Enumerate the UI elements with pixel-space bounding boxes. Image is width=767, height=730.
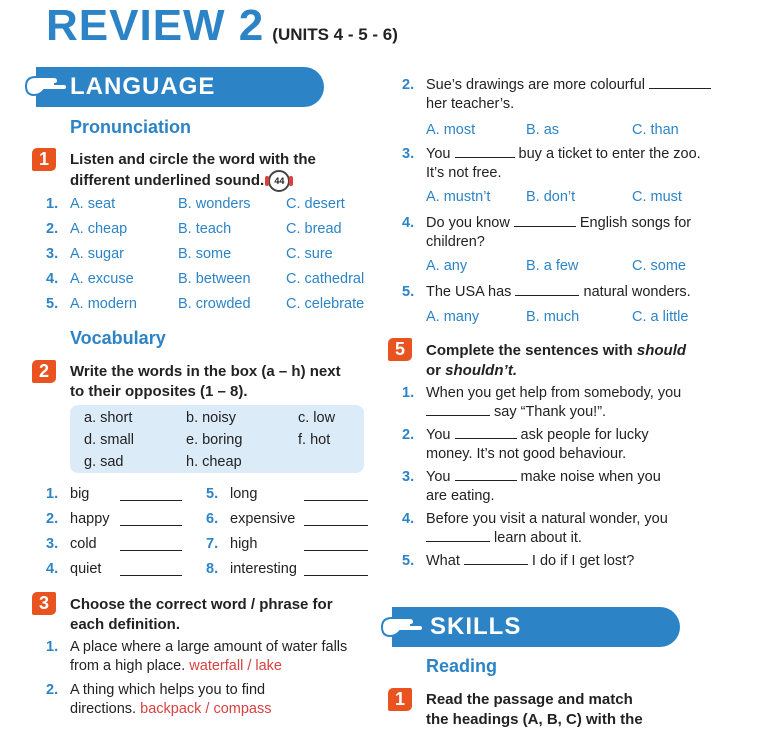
review-units: (UNITS 4 - 5 - 6)	[272, 25, 398, 44]
box-word: f. hot	[298, 432, 331, 448]
should-item-2: 2. You ask people for lucky money. It’s not good behaviour.	[402, 427, 649, 462]
exercise-1-number: 1	[32, 148, 56, 171]
answer-blank[interactable]	[649, 76, 711, 89]
opposite-row: 1. big 5. long	[46, 485, 376, 510]
answer-blank[interactable]	[120, 563, 182, 576]
answer-choice[interactable]: waterfall / lake	[189, 658, 282, 674]
language-banner	[36, 67, 324, 107]
exercise-5-instruction: Complete the sentences with should or shouldn’t.	[426, 342, 687, 379]
answer-blank[interactable]	[304, 488, 368, 501]
answer-blank[interactable]	[455, 468, 517, 481]
language-banner-label: LANGUAGE	[70, 73, 216, 100]
answer-choice[interactable]: backpack / compass	[140, 701, 272, 717]
exercise-3-instruction: Choose the correct word / phrase for each definition.	[70, 596, 333, 633]
exercise-5-number: 5	[388, 338, 412, 361]
box-word: g. sad	[84, 454, 124, 470]
answer-blank[interactable]	[515, 283, 579, 296]
answer-blank[interactable]	[455, 145, 515, 158]
audio-cd-icon[interactable]: 44	[268, 170, 290, 192]
answer-blank[interactable]	[120, 513, 182, 526]
box-word: h. cheap	[186, 454, 242, 470]
skills-banner-label: SKILLS	[430, 613, 522, 640]
grammar-item-4: 4. Do you know English songs for children? A. any B. a few C. some	[402, 215, 692, 274]
exercise-3-number: 3	[32, 592, 56, 615]
pron-item-1: 1. A. seat B. wonders C. desert	[46, 196, 345, 212]
pron-item-4: 4. A. excuse B. between C. cathedral	[46, 271, 365, 287]
word-box	[70, 405, 364, 473]
answer-blank[interactable]	[455, 426, 517, 439]
pointing-hand-icon	[380, 614, 424, 640]
opposite-row: 3. cold 7. high	[46, 535, 376, 560]
pron-item-3: 3. A. sugar B. some C. sure	[46, 246, 333, 262]
answer-blank[interactable]	[304, 513, 368, 526]
box-word: b. noisy	[186, 410, 236, 426]
skills-exercise-1-number: 1	[388, 688, 412, 711]
answer-blank[interactable]	[120, 488, 182, 501]
box-word: c. low	[298, 410, 336, 426]
opposites-list	[46, 485, 376, 585]
pronunciation-heading: Pronunciation	[70, 117, 191, 137]
grammar-item-2: 2. Sue’s drawings are more colourful her teacher’s. A. most B. as C. than	[402, 76, 732, 145]
exercise-1-instruction: Listen and circle the word with the different underlined sound. 44	[70, 150, 316, 192]
pron-item-2: 2. A. cheap B. teach C. bread	[46, 221, 342, 237]
definition-item: 1. A place where a large amount of water falls from a high place. waterfall / lake	[46, 639, 348, 674]
review-title: REVIEW 2	[46, 1, 265, 50]
opposite-row: 4. quiet 8. interesting	[46, 560, 376, 585]
should-item-1: 1. When you get help from somebody, you say “Thank you!”.	[402, 385, 682, 420]
opposite-row: 2. happy 6. expensive	[46, 510, 376, 535]
pronunciation-list	[46, 195, 376, 320]
page-title	[46, 1, 398, 57]
reading-heading: Reading	[426, 656, 498, 676]
answer-blank[interactable]	[304, 538, 368, 551]
box-word: e. boring	[186, 432, 243, 448]
skills-banner	[392, 607, 680, 647]
answer-blank[interactable]	[304, 563, 368, 576]
grammar-item-3: 3. You buy a ticket to enter the zoo. It’s not free. A. mustn’t B. don’t C. must	[402, 146, 701, 205]
box-word: d. small	[84, 432, 134, 448]
pron-item-5: 5. A. modern B. crowded C. celebrate	[46, 296, 365, 312]
grammar-item-5: 5. The USA has natural wonders. A. many B. much C. a little	[402, 284, 691, 325]
answer-blank[interactable]	[426, 403, 490, 416]
exercise-2-instruction: Write the words in the box (a – h) next to their opposites (1 – 8).	[70, 363, 341, 400]
should-item-4: 4. Before you visit a natural wonder, you learn about it.	[402, 511, 668, 546]
exercise-5-items	[402, 384, 742, 576]
answer-blank[interactable]	[464, 552, 528, 565]
answer-blank[interactable]	[514, 214, 576, 227]
answer-blank[interactable]	[426, 529, 490, 542]
box-word: a. short	[84, 410, 133, 426]
definitions-list	[46, 638, 376, 724]
answer-blank[interactable]	[120, 538, 182, 551]
skills-exercise-1-instruction: Read the passage and match the headings (A, B, C) with the	[426, 691, 643, 728]
definition-item: 2. A thing which helps you to find directions. backpack / compass	[46, 682, 272, 717]
should-item-3: 3. You make noise when you are eating.	[402, 469, 661, 504]
exercise-4-items	[402, 76, 732, 333]
should-item-5: 5. What I do if I get lost?	[402, 553, 635, 569]
vocabulary-heading: Vocabulary	[70, 328, 166, 348]
exercise-2-number: 2	[32, 360, 56, 383]
pointing-hand-icon	[24, 73, 68, 99]
